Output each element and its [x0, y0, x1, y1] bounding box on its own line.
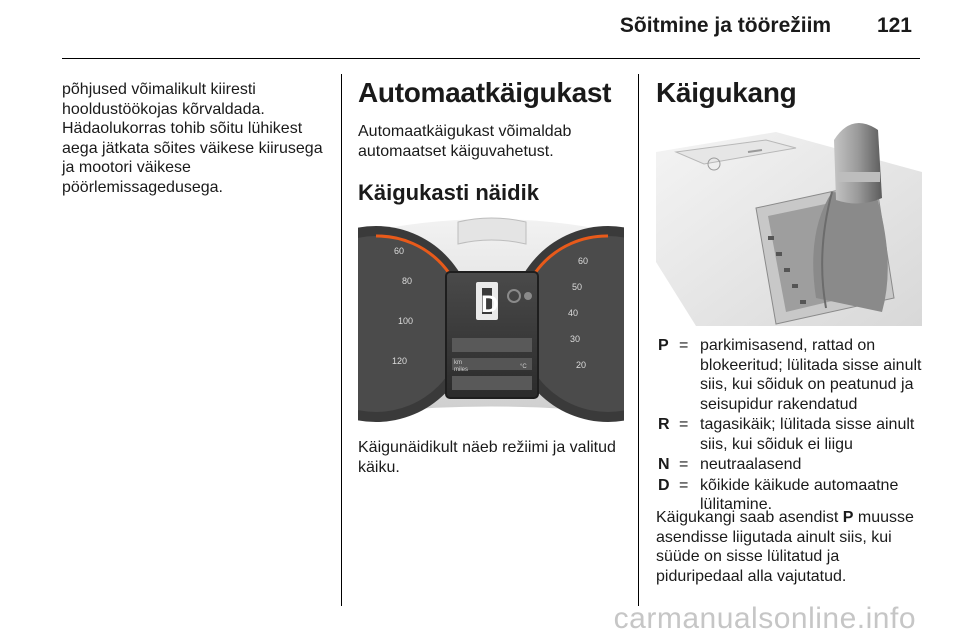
definition-text: parkimisasend, rattad on blokeeritud; lülitada sisse ainult siis, kui sõiduk on peatunud ja seisupidur rakendatud [700, 337, 922, 413]
left-dial-label: 100 [398, 316, 414, 326]
definition-key: N [658, 456, 670, 473]
definition-row-r [658, 415, 928, 454]
page-header [620, 14, 912, 38]
note-text: muusse asendisse liigutada ainult siis, kui süüde on sisse lülitatud ja piduripedaal alla vajutatud. [656, 509, 914, 585]
definition-row-p [658, 336, 928, 414]
column-divider [341, 74, 342, 606]
right-dial-label: 40 [568, 308, 579, 318]
definition-separator: = [679, 416, 689, 433]
col1-paragraph: põhjused võimalikult kiiresti hooldustöökojas kõrvaldada. Hädaolukorras tohib sõitu lühikest aega jätkata sõites väikese kiirusega ja mootori väikese pöörlemissagedusega. [62, 81, 323, 196]
unit-km-label: km [454, 360, 462, 366]
column-divider [638, 74, 639, 606]
definition-text: kõikide käikude automaatne lülitamine. [700, 476, 899, 513]
header-rule [62, 58, 920, 59]
note-text: Käigukangi saab asendist [656, 509, 843, 526]
subsection-heading: Käigukasti näidik [358, 180, 539, 205]
gear-positions-list [658, 336, 928, 516]
cluster-caption: Käigunäidikult näeb režiimi ja valitud käiku. [358, 439, 616, 476]
section-heading-gear-lever: Käigukang [656, 77, 797, 108]
definition-key: R [658, 416, 670, 433]
definition-row-n [658, 455, 928, 475]
left-dial-label: 120 [392, 356, 408, 366]
definition-text: neutraalasend [700, 456, 802, 473]
right-dial-label: 30 [570, 334, 581, 344]
right-dial-label: 60 [578, 256, 589, 266]
gear-indicator: D [481, 291, 499, 318]
definition-separator: = [679, 456, 689, 473]
page-title: Sõitmine ja töörežiim [619, 14, 832, 37]
definition-key: D [658, 476, 670, 494]
definition-separator: = [679, 476, 689, 494]
left-dial-label: 60 [394, 246, 405, 256]
unit-miles-label: miles [454, 367, 469, 373]
note-bold-p: P [842, 509, 854, 526]
gear-lever-note [656, 508, 926, 586]
definition-separator: = [679, 337, 689, 354]
section-heading: Automaatkäigukast [358, 77, 612, 108]
temperature-unit-label: °C [520, 364, 527, 370]
right-dial-label: 20 [576, 360, 587, 370]
watermark: carmanualsonline.info [613, 602, 916, 635]
definition-text: tagasikäik; lülitada sisse ainult siis, kui sõiduk ei liigu [700, 416, 915, 453]
page-number: 121 [876, 14, 912, 37]
definition-key: P [658, 337, 669, 354]
instrument-cluster-illustration [358, 214, 624, 424]
right-dial-label: 50 [572, 282, 583, 292]
left-dial-label: 80 [402, 276, 413, 286]
section-intro: Automaatkäigukast võimaldab automaatset käiguvahetust. [358, 123, 572, 160]
gear-lever-illustration [656, 112, 922, 326]
